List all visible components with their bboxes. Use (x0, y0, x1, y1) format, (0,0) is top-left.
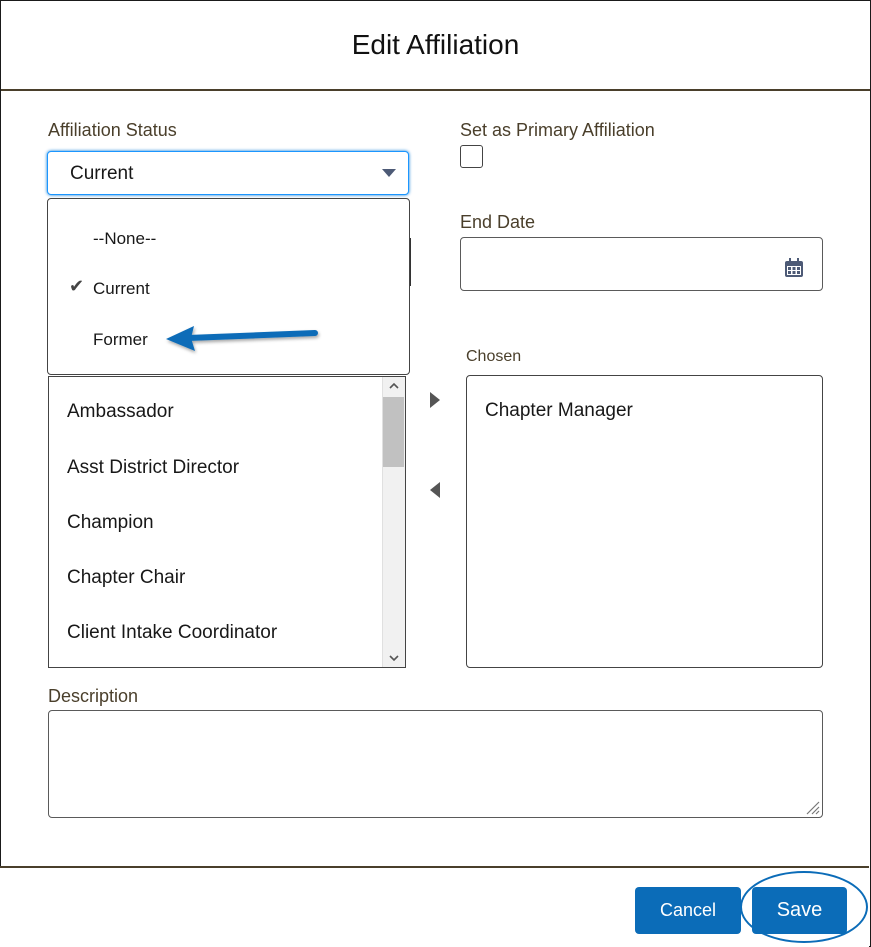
modal-header (1, 1, 870, 91)
move-right-icon[interactable] (430, 392, 440, 408)
arrow-left-icon (160, 318, 322, 358)
list-item[interactable]: Client Intake Coordinator (67, 622, 278, 643)
list-item[interactable]: Champion (67, 512, 154, 533)
save-button[interactable]: Save (752, 887, 847, 934)
description-textarea[interactable] (48, 710, 823, 818)
option-none[interactable] (48, 223, 409, 253)
primary-affiliation-checkbox[interactable] (460, 145, 483, 168)
list-item[interactable]: Chapter Manager (485, 400, 633, 421)
chevron-up-icon[interactable] (389, 381, 399, 391)
option-label: Current (93, 279, 150, 298)
checkmark-icon: ✔ (69, 276, 85, 296)
affiliation-status-value: Current (70, 163, 134, 184)
chosen-roles-list[interactable] (466, 375, 823, 668)
description-label: Description (48, 686, 139, 706)
modal-title: Edit Affiliation (351, 29, 520, 60)
list-item[interactable]: Ambassador (67, 401, 174, 422)
chevron-down-icon[interactable] (389, 653, 399, 663)
list-item[interactable]: Chapter Chair (67, 567, 186, 588)
option-label: Former (93, 330, 148, 349)
chevron-down-icon (382, 169, 396, 177)
scroll-thumb[interactable] (383, 397, 404, 467)
scrollbar[interactable] (382, 377, 405, 667)
option-current[interactable] (48, 273, 409, 303)
end-date-input[interactable] (460, 237, 823, 291)
calendar-icon[interactable] (784, 258, 804, 278)
option-label: --None-- (93, 229, 157, 248)
chosen-label: Chosen (466, 348, 522, 365)
move-left-icon[interactable] (430, 482, 440, 498)
available-roles-list[interactable] (48, 376, 406, 668)
list-item[interactable]: Asst District Director (67, 457, 240, 478)
primary-affiliation-label: Set as Primary Affiliation (460, 120, 655, 140)
resize-grip-icon[interactable] (804, 799, 820, 815)
affiliation-status-select[interactable] (47, 151, 409, 195)
cancel-button[interactable]: Cancel (635, 887, 741, 934)
end-date-label: End Date (460, 212, 536, 232)
affiliation-status-label: Affiliation Status (48, 120, 177, 140)
